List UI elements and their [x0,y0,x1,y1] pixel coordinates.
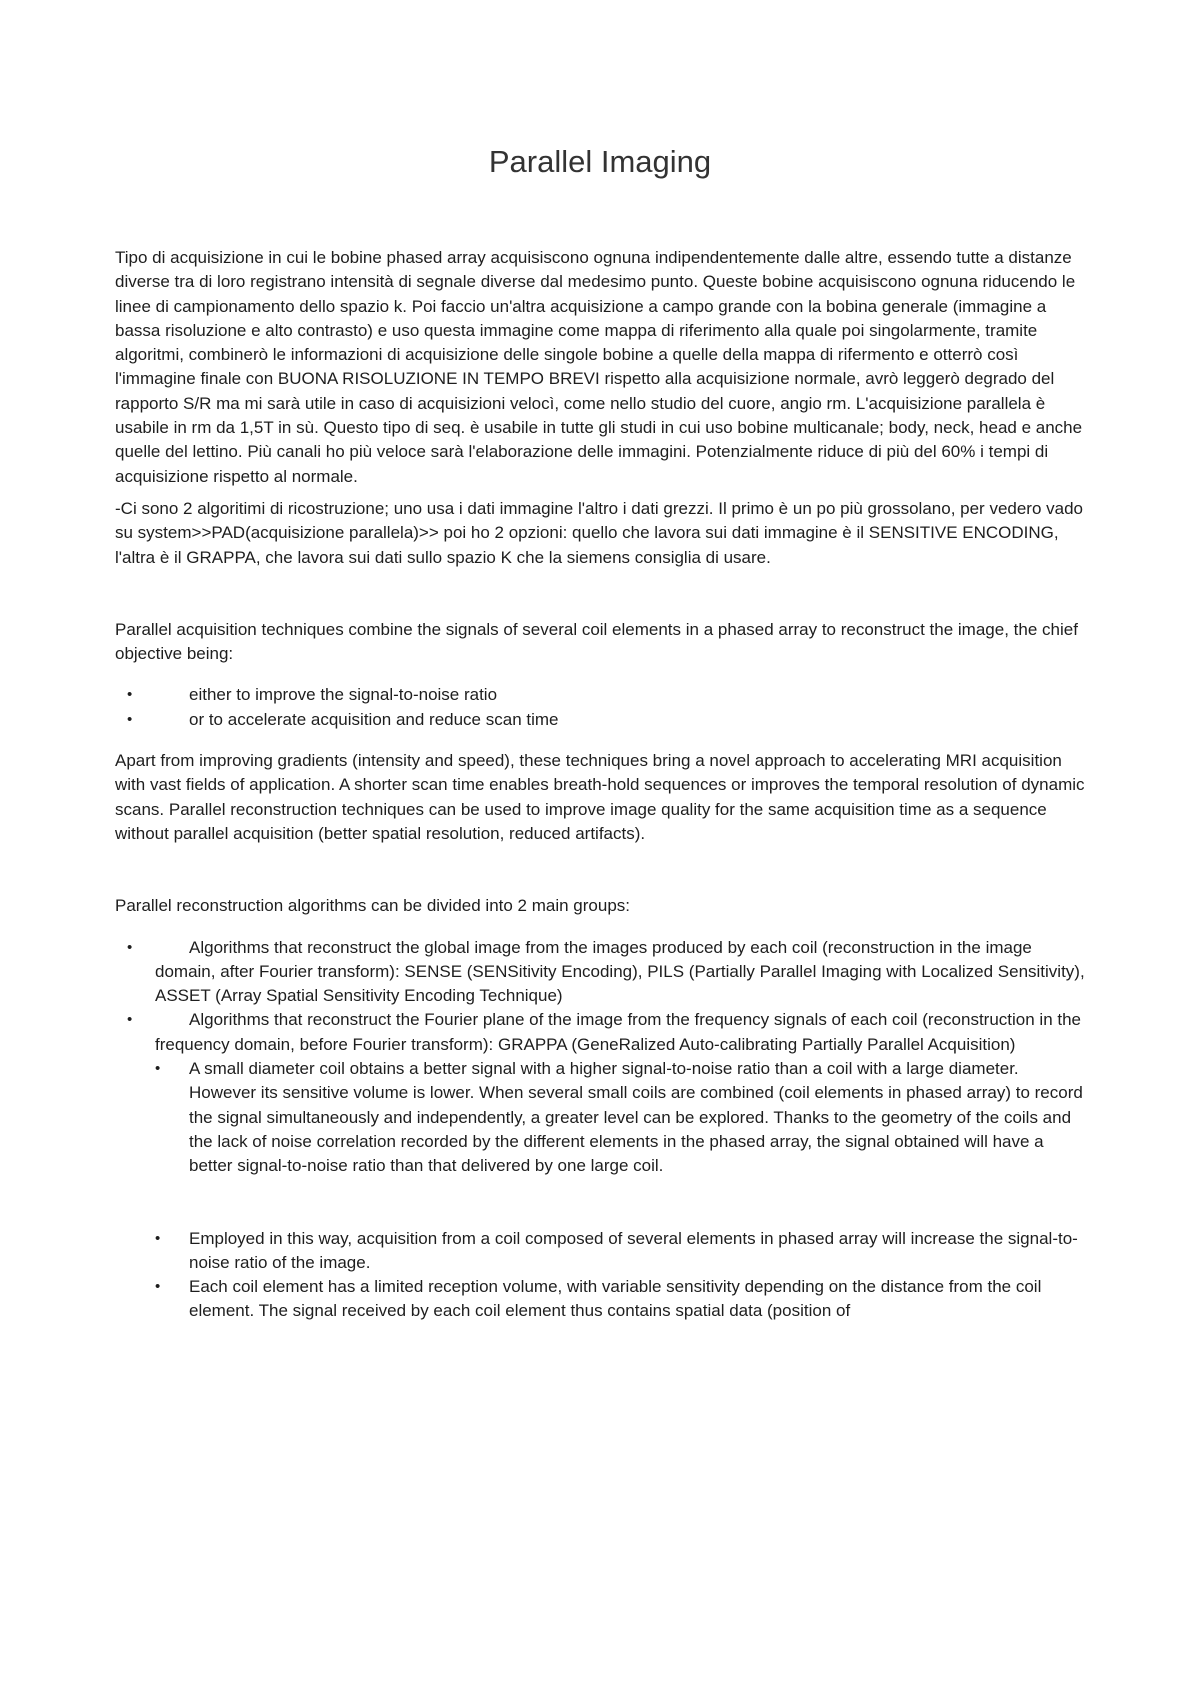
sub-points-list [115,1057,1087,1324]
list-item-text: Each coil element has a limited reception volume, with variable sensitivity depending on the distance from the coil element. The signal received by each coil element thus contains spatial data (position of [189,1277,1042,1321]
list-item [115,708,1087,732]
list-item-text: Algorithms that reconstruct the global image from the images produced by each coil (reconstruction in the image domain, after Fourier transform): SENSE (SENSitivity Encoding), PILS (Partially Parallel Imaging with Localized Sensitivity), ASSET (Array Spatial Sensitivity Encoding Technique) [155,937,1085,1006]
list-item-text: Employed in this way, acquisition from a coil composed of several elements in phased array will increase the signal-to-noise ratio of the image. [189,1228,1078,1272]
list-item-text: or to accelerate acquisition and reduce scan time [189,709,559,729]
bullet-icon: • [127,938,133,956]
bullet-icon: • [155,1060,161,1078]
list-item [115,683,1087,707]
paragraph-reconstruction-groups: Parallel reconstruction algorithms can be divided into 2 main groups: [115,896,630,916]
list-item [115,1275,1087,1324]
list-item [115,1008,1087,1057]
page-title: Parallel Imaging [488,144,712,179]
algorithm-groups-list [115,936,1087,1057]
paragraph-gradients: Apart from improving gradients (intensity and speed), these techniques bring a novel approach to accelerating MRI acquisition with vast fields of application. A shorter scan time enables breath-hold sequences or improves the temporal resolution of dynamic scans. Parallel reconstruction techniques can be used to improve image quality for the same acquisition time as a sequence without parallel acquisition (better spatial resolution, reduced artifacts). [115,751,1085,843]
document-body [115,246,1087,1324]
objectives-list [115,683,1087,732]
bullet-icon: • [127,1011,133,1029]
list-item-text: either to improve the signal-to-noise ratio [189,685,498,705]
list-item [115,1057,1087,1178]
paragraph-italian-algorithms: -Ci sono 2 algoritimi di ricostruzione; uno usa i dati immagine l'altro i dati grezzi. Il primo è un po più grossolano, per vedero vado su system>>PAD(acquisizione parallela)>> poi ho 2 opzioni: quello che lavora sui dati immagine è il SENSITIVE ENCODING, l'altra è il GRAPPA, che lavora sui dati sullo spazio K che la siemens consiglia di usare. [115,498,1084,567]
bullet-icon: • [155,1278,161,1296]
bullet-icon: • [155,1229,161,1247]
paragraph-parallel-acquisition: Parallel acquisition techniques combine the signals of several coil elements in a phased array to reconstruct the image, the chief objective being: [115,619,1078,664]
bullet-icon: • [127,686,133,704]
list-item [115,936,1087,1009]
bullet-icon: • [127,710,133,728]
list-item-text: A small diameter coil obtains a better signal with a higher signal-to-noise ratio than a coil with a large diameter. However its sensitive volume is lower. When several small coils are combined (coil elements in phased array) to record the signal simultaneously and independently, a greater level can be explored. Thanks to the geometry of the coils and the lack of noise correlation recorded by the different elements in the phased array, the signal obtained will have a better signal-to-noise ratio than that delivered by one large coil. [189,1059,1083,1176]
list-item-text: Algorithms that reconstruct the Fourier plane of the image from the frequency signals of each coil (reconstruction in the frequency domain, before Fourier transform): GRAPPA (GeneRalized Auto-calibrating Partially Parallel Acquisition) [155,1010,1082,1054]
paragraph-italian-intro: Tipo di acquisizione in cui le bobine phased array acquisiscono ognuna indipendentemente dalle altre, essendo tutte a distanze diverse tra di loro registrano intensità di segnale diverse dal medesimo punto. Queste bobine acquisiscono ognuna riducendo le linee di campionamento dello spazio k. Poi faccio un'altra acquisizione a campo grande con la bobina generale (immagine a bassa risoluzione e alto contrasto) e uso questa immagine come mappa di riferimento alla quale poi singolarmente, tramite algoritmi, combinerò le informazioni di acquisizione delle singole bobine a quelle della mappa di rifermento e otterrò così l'immagine finale con BUONA RISOLUZIONE IN TEMPO BREVI rispetto alla acquisizione normale, avrò leggerò degrado del rapporto S/R ma mi sarà utile in caso di acquisizioni velocì, come nello studio del cuore, angio rm. L'acquisizione parallela è usabile in rm da 1,5T in sù. Questo tipo di seq. è usabile in tutte gli studi in cui uso bobine multicanale; body, neck, head e anche quelle del lettino. Più canali ho più veloce sarà l'elaborazione delle immagini. Potenzialmente riduce di più del 60% i tempi di acquisizione rispetto al normale. [115,248,1083,486]
list-item [115,1227,1087,1276]
